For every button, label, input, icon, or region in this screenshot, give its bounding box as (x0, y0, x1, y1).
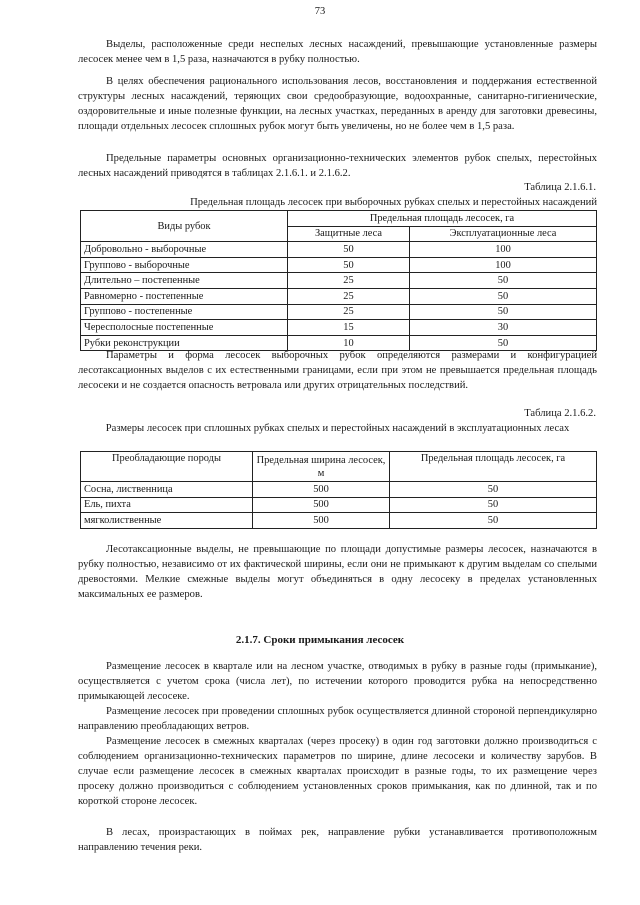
table-row (81, 273, 597, 289)
section-heading: 2.1.7. Сроки примыкания лесосек (235, 634, 405, 646)
paragraph-1: Выделы, расположенные среди неспелых лесных насаждений, превышающие установленные размеры лесосек менее чем в 1,5 раза, назначаются в рубку полностью. (78, 39, 597, 65)
table2-caption: Размеры лесосек при сплошных рубках спелых и перестойных насаждений в эксплуатационных лесах (105, 423, 570, 434)
cell-protective: 25 (288, 273, 410, 289)
table1-col1-header: Виды рубок (81, 211, 288, 242)
table-row (81, 288, 597, 304)
cell-area: 50 (390, 513, 597, 529)
cell-species: мягколиственные (81, 513, 253, 529)
paragraph-b4: В лесах, произрастающих в поймах рек, направление рубки устанавливается противоположным направлению течения реки. (78, 827, 597, 853)
table2-label: Таблица 2.1.6.2. (524, 408, 596, 419)
table-1 (80, 210, 597, 351)
paragraph-2: В целях обеспечения рационального использования лесов, восстановления и поддержания естественной структуры лесных насаждений, теряющих свои средообразующие, водоохранные, санитарно-гигиенические, оздоровительные и иные полезные функции, на лесных участках, переданных в аренду для заготовки древесины, площади отдельных лесосек сплошных рубок могут быть увеличены, но не более чем в 1,5 раза. (78, 76, 597, 132)
cell-felling-type: Чересполосные постепенные (81, 320, 288, 336)
cell-felling-type: Добровольно - выборочные (81, 242, 288, 258)
cell-exploitation: 100 (410, 257, 597, 273)
cell-exploitation: 100 (410, 242, 597, 258)
table1-subheader-protective: Защитные леса (288, 226, 410, 242)
cell-felling-type: Группово - выборочные (81, 257, 288, 273)
cell-exploitation: 30 (410, 320, 597, 336)
table2-header-width: Предельная ширина лесосек, м (253, 452, 390, 482)
page-number: 73 (314, 6, 326, 17)
table1-caption: Предельная площадь лесосек при выборочных рубках спелых и перестойных насаждений (190, 197, 597, 208)
table1-group-header: Предельная площадь лесосек, га (288, 211, 597, 227)
cell-protective: 50 (288, 242, 410, 258)
paragraph-b2: Размещение лесосек при проведении сплошных рубок осуществляется длинной стороной перпендикулярно направлению преобладающих ветров. (78, 706, 597, 732)
table-row (81, 242, 597, 258)
cell-width: 500 (253, 497, 390, 513)
cell-protective: 25 (288, 288, 410, 304)
cell-area: 50 (390, 497, 597, 513)
paragraph-mid: Параметры и форма лесосек выборочных рубок определяются размерами и конфигурацией лесотаксационных выделов с их естественными границами, если при этом не превышается предельная площадь лесосеки и не создается опасность ветровала или других отрицательных последствий. (78, 350, 597, 391)
cell-felling-type: Группово - постепенные (81, 304, 288, 320)
cell-species: Ель, пихта (81, 497, 253, 513)
table1-label: Таблица 2.1.6.1. (524, 182, 596, 193)
paragraph-after-table2: Лесотаксационные выделы, не превышающие по площади допустимые размеры лесосек, назначаются в рубку полностью, независимо от их фактической ширины, если они не примыкают к другим выделам со спелыми древостоями. Мелкие смежные выделы могут объединяться в одну лесосеку в пределах установленных максимальных ее размеров. (78, 544, 597, 600)
cell-exploitation: 50 (410, 335, 597, 351)
cell-felling-type: Длительно – постепенные (81, 273, 288, 289)
table-row (81, 257, 597, 273)
cell-exploitation: 50 (410, 288, 597, 304)
table-row (81, 304, 597, 320)
table-row (81, 482, 597, 498)
paragraph-b1: Размещение лесосек в квартале или на лесном участке, отводимых в рубку в разные годы (примыкание), осуществляется с учетом срока (числа лет), по истечении которого проводится рубка на непосредственно примыкающей лесосеке. (78, 661, 597, 702)
table-row (81, 513, 597, 529)
paragraph-3: Предельные параметры основных организационно-технических элементов рубок спелых, перестойных лесных насаждений приводятся в таблицах 2.1.6.1. и 2.1.6.2. (78, 153, 597, 179)
paragraph-b3: Размещение лесосек в смежных кварталах (через просеку) в один год заготовки должно производиться с соблюдением организационно-технических параметров по ширине, длине лесосеки и количеству зарубов. В случае если размещение лесосек в смежных кварталах происходит в разные годы, то их размещение через просеку должно производиться с соблюдением установленных сроков примыкания, как по длинной, так и по короткой стороне лесосек. (78, 736, 597, 807)
cell-protective: 10 (288, 335, 410, 351)
cell-width: 500 (253, 513, 390, 529)
table-row (81, 320, 597, 336)
table-row (81, 497, 597, 513)
table-2 (80, 451, 597, 529)
cell-area: 50 (390, 482, 597, 498)
cell-felling-type: Равномерно - постепенные (81, 288, 288, 304)
cell-exploitation: 50 (410, 304, 597, 320)
cell-protective: 15 (288, 320, 410, 336)
table2-header-species: Преобладающие породы (81, 452, 253, 482)
cell-exploitation: 50 (410, 273, 597, 289)
table2-header-area: Предельная площадь лесосек, га (390, 452, 597, 482)
cell-felling-type: Рубки реконструкции (81, 335, 288, 351)
cell-protective: 25 (288, 304, 410, 320)
cell-width: 500 (253, 482, 390, 498)
cell-protective: 50 (288, 257, 410, 273)
cell-species: Сосна, лиственница (81, 482, 253, 498)
table1-subheader-exploitation: Эксплуатационные леса (410, 226, 597, 242)
